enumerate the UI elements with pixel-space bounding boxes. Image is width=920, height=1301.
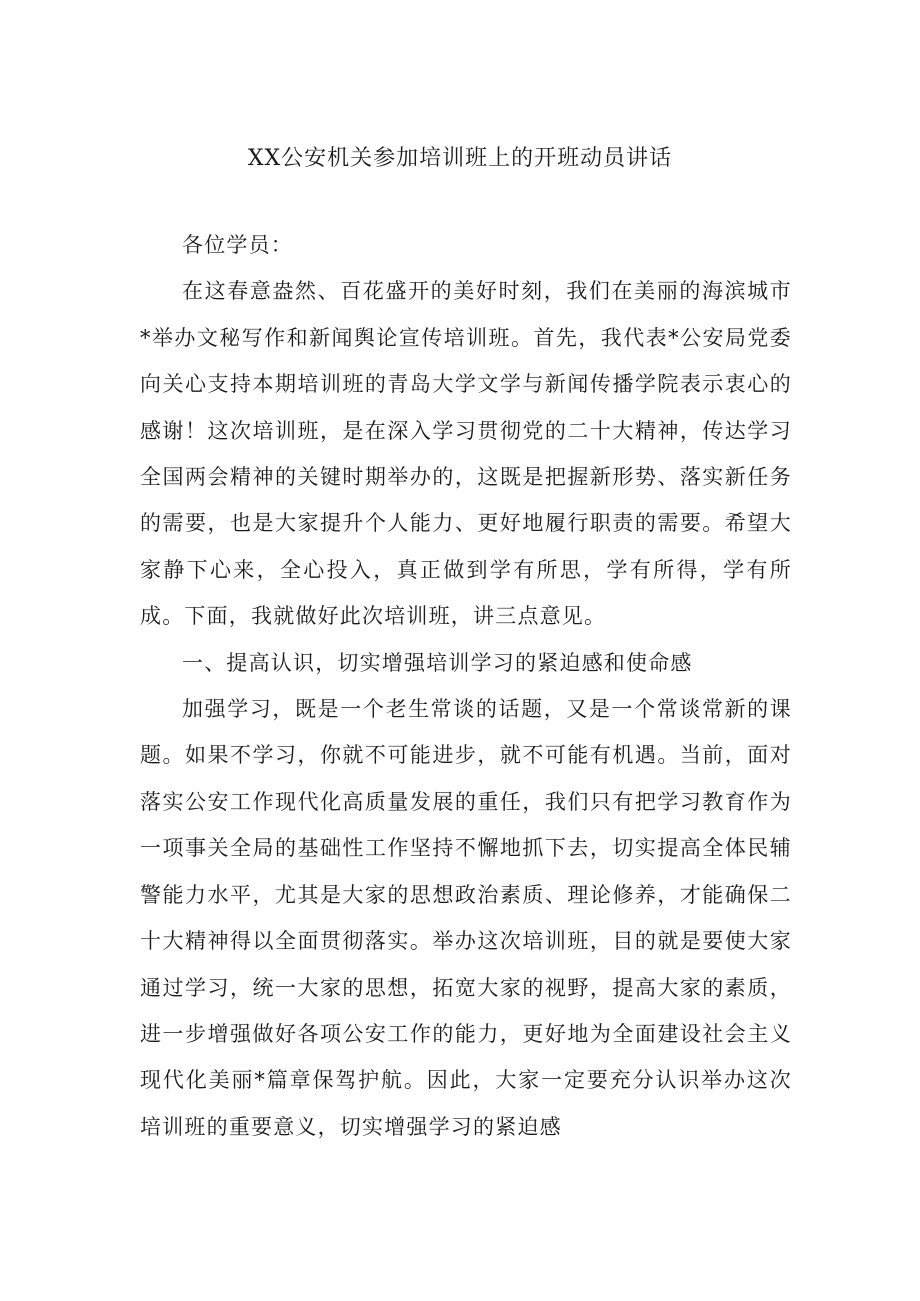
page-title: XX公安机关参加培训班上的开班动员讲话	[247, 146, 673, 171]
salutation: 各位学员：	[182, 233, 293, 257]
section-heading: 一、提高认识，切实增强培训学习的紧迫感和使命感	[182, 650, 693, 675]
section-paragraph: 加强学习，既是一个老生常谈的话题，又是一个常谈常新的课题。如果不学习，你就不可能进步，就不可能有机遇。当前，面对落实公安工作现代化高质量发展的重任，我们只有把学习教育作为一项事关全局的基础性工作坚持不懈地抓下去，切实提高全体民辅警能力水平，尤其是大家的思想政治素质、理论修养，才能确保二十大精神得以全面贯彻落实。举办这次培训班，目的就是要使大家通过学习，统一大家的思想，拓宽大家的视野，提高大家的素质，进一步增强做好各项公安工作的能力，更好地为全面建设社会主义现代化美丽*篇章保驾护航。因此，大家一定要充分认识举办这次培训班的重要意义，切实增强学习的紧迫感	[140, 697, 792, 1139]
document-body	[140, 222, 792, 1150]
opening-paragraph: 在这春意盎然、百花盛开的美好时刻，我们在美丽的海滨城市*举办文秘写作和新闻舆论宣传培训班。首先，我代表*公安局党委向关心支持本期培训班的青岛大学文学与新闻传播学院表示衷心的感谢！这次培训班，是在深入学习贯彻党的二十大精神，传达学习全国两会精神的关键时期举办的，这既是把握新形势、落实新任务的需要，也是大家提升个人能力、更好地履行职责的需要。希望大家静下心来，全心投入，真正做到学有所思，学有所得，学有所成。下面，我就做好此次培训班，讲三点意见。	[140, 279, 792, 629]
